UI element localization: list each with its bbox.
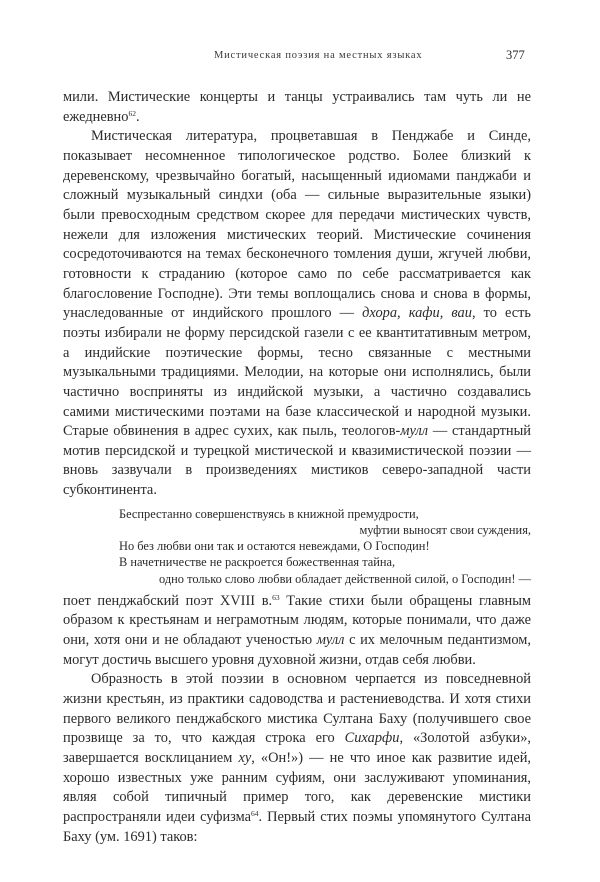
footnote-ref-63: 63 [272,592,280,602]
paragraph-text: — стандартный мотив персидской и турецкой мистической и квазимистической поэзии — вновь зазвучали в произведениях мистиков северо-западной части субконтинента. [63,423,532,499]
paragraph-text: . [135,108,140,125]
running-title: Мистическая поэзия на местных языках [214,50,423,61]
paragraph-text: Мистическая литература, процветавшая в Пенджабе и Синде, показывает несомненное типологическое родство. Более близкий к деревенскому, чрезвычайно богатый, насыщенный идиомами панджаби и сложный музыкальный синдхи (оба — сильные выразительные языки) были превосходным средством скорее для передачи мистических чувств, нежели для изложения мистических теорий. Мистические сочинения сосредоточиваются на темах бесконечного томления души, жгучей любви, готовности к страданию (которое само по себе рассматривается как благословение Господне). Эти темы воплощались снова и снова в формы, унаследованные от индийского прошлого — [63,128,531,322]
footnote-ref-62: 62 [128,108,136,118]
paragraph-3 [63,592,531,671]
page-number: 377 [506,48,525,62]
paragraph-4 [63,670,531,847]
main-text [63,88,531,847]
paragraph-text: мили. Мистические концерты и танцы устраивались там чуть ли не ежедневно [63,89,531,125]
paragraph-text: , «Золотой азбуки», завершается восклицанием [63,730,531,767]
paragraph-text: , то есть поэты избирали не форму персидской газели с ее квантитативным метром, а индийские поэтические формы, тесно связанные с местными музыкальными традициями. Мелодии, на которые они исполнялись, были частично восприняты из индийской музыки, а частично создавались самими мистическими поэтами на базе классической и народной музыки. Старые обвинения в адрес сухих, как пыль, теологов- [63,305,531,440]
italic-term: дхора, кафи, ваи [362,305,472,322]
verse-line: муфтии выносят свои суждения, [359,522,531,537]
paragraph-1-continuation [63,88,531,127]
italic-term: ху [238,750,252,767]
verse-line: Беспрестанно совершенствуясь в книжной премудрости, [119,506,419,521]
paragraph-text: , «Он!») — не что иное как развитие идей, хорошо известных уже ранним суфиям, они заслуживают упоминания, являя собой типичный пример того, как деревенские мистики распространяли идеи суфизма [63,750,532,826]
paragraph-text: с их мелочным педантизмом, могут достичь высшего уровня духовной жизни, отдав себя любви. [63,632,531,668]
verse-line: одно только слово любви обладает действенной силой, о Господин! — [159,571,531,586]
italic-term: мулл [400,423,429,440]
paragraph-text: Образность в этой поэзии в основном черпается из повседневной жизни крестьян, из практики садоводства и растениеводства. И хотя стихи первого великого пенджабского мистика Султана Баху (получившего свое прозвище за то, что каждая строка его [63,671,531,747]
verse-line: В начетничестве не раскроется божественная тайна, [119,555,396,570]
italic-term: Сихарфи [344,730,400,747]
paragraph-text: . Первый стих поэмы упомянутого Султана Баху (ум. 1691) таков: [63,809,531,845]
paragraph-text: поет пенджабский поэт XVIII в. [63,592,273,609]
verse-quote [119,506,531,587]
footnote-ref-64: 64 [251,809,259,819]
paragraph-text: Такие стихи были обращены главным образом к крестьянам и неграмотным людям, которые понимали, что даже они, хотя они и не обладают ученостью [63,592,532,649]
italic-term: мулл [316,632,345,649]
paragraph-2 [63,127,531,500]
verse-line: Но без любви они так и остаются невеждами, О Господин! [119,539,430,554]
